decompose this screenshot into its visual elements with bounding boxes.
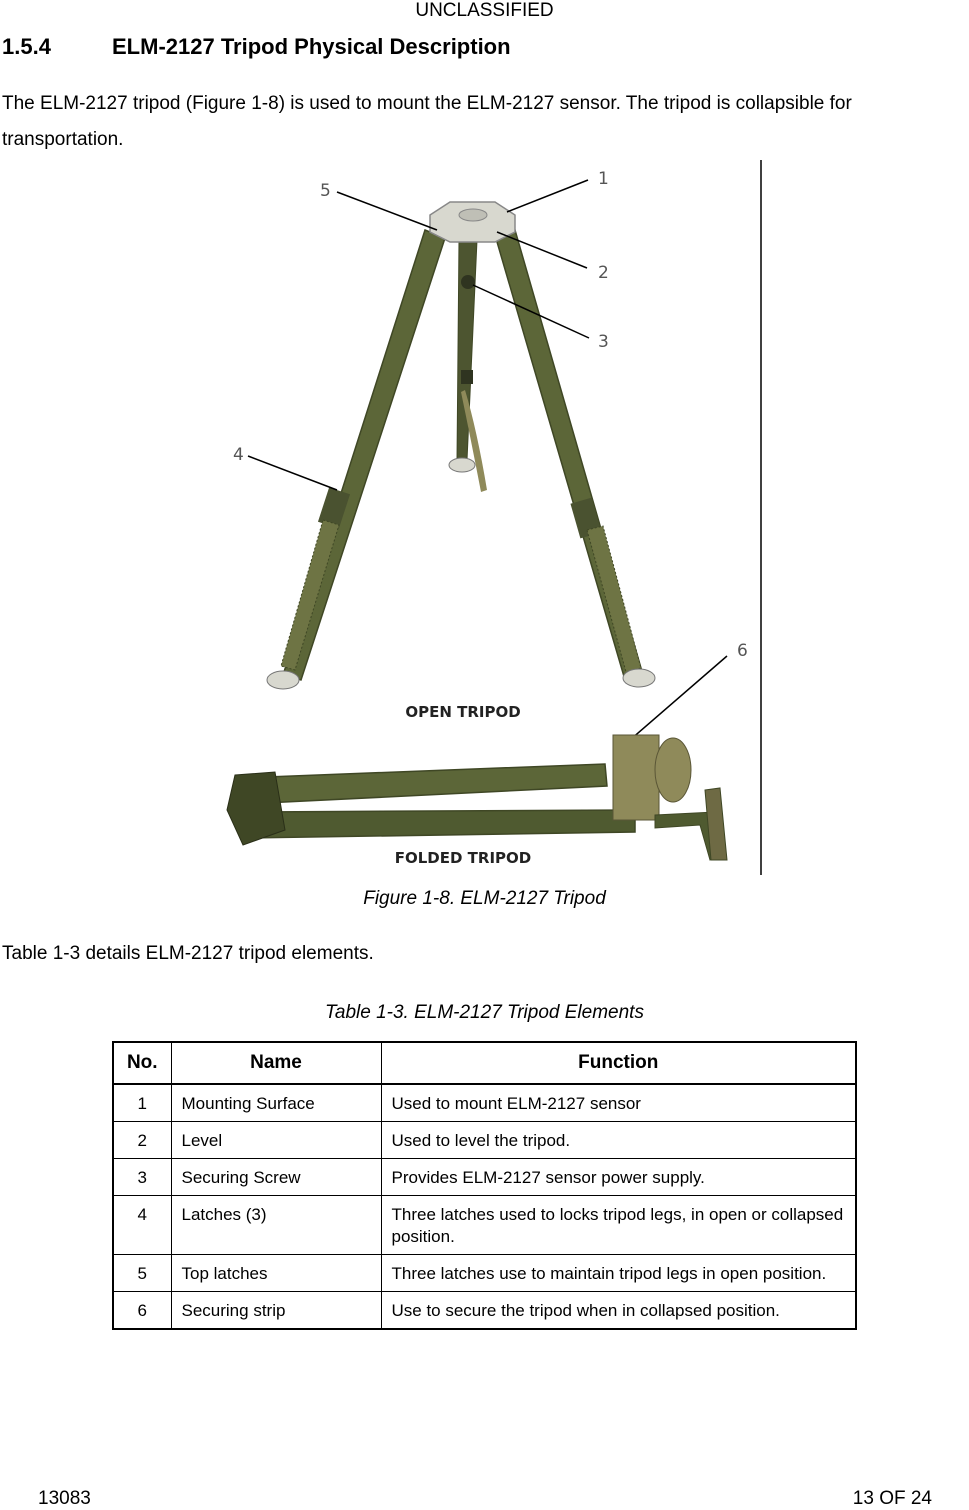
table-row (113, 1255, 856, 1292)
row-function: Used to level the tripod. (381, 1122, 856, 1159)
row-function: Three latches use to maintain tripod legs in open position. (381, 1255, 856, 1292)
open-tripod-drawing (267, 202, 655, 689)
table-row (113, 1159, 856, 1196)
callout-3: 3 (598, 332, 609, 352)
row-no: 2 (113, 1122, 171, 1159)
callout-line-4 (248, 456, 337, 490)
table-row (113, 1196, 856, 1255)
row-function: Use to secure the tripod when in collapsed position. (381, 1292, 856, 1330)
classification-header: UNCLASSIFIED (415, 0, 554, 21)
row-no: 1 (113, 1084, 171, 1122)
callout-6: 6 (737, 641, 748, 661)
row-function: Provides ELM-2127 sensor power supply. (381, 1159, 856, 1196)
table-caption: Table 1-3. ELM-2127 Tripod Elements (325, 1002, 644, 1023)
open-tripod-label: OPEN TRIPOD (405, 703, 521, 721)
row-name: Securing Screw (171, 1159, 381, 1196)
section-number: 1.5.4 (2, 34, 51, 59)
callout-4: 4 (233, 445, 244, 465)
row-function: Used to mount ELM-2127 sensor (381, 1084, 856, 1122)
callout-line-6 (630, 656, 727, 740)
figure-caption: Figure 1-8. ELM-2127 Tripod (363, 888, 606, 909)
section-title: ELM-2127 Tripod Physical Description (112, 34, 511, 59)
callout-line-5 (337, 192, 437, 230)
row-name: Mounting Surface (171, 1084, 381, 1122)
row-no: 5 (113, 1255, 171, 1292)
row-function: Three latches used to locks tripod legs, in open or collapsed position. (381, 1196, 856, 1255)
callout-1: 1 (598, 169, 609, 189)
row-name: Top latches (171, 1255, 381, 1292)
footer-page-number: 13 OF 24 (852, 1488, 932, 1509)
row-name: Securing strip (171, 1292, 381, 1330)
column-header-function: Function (381, 1042, 856, 1084)
folded-tripod-drawing (227, 735, 727, 860)
tripod-elements-table (112, 1041, 857, 1330)
table-header-row (113, 1042, 856, 1084)
row-no: 6 (113, 1292, 171, 1330)
column-header-no: No. (113, 1042, 171, 1084)
row-name: Level (171, 1122, 381, 1159)
row-no: 4 (113, 1196, 171, 1255)
callout-line-1 (507, 180, 588, 212)
tripod-figure (215, 160, 765, 875)
folded-tripod-label: FOLDED TRIPOD (394, 849, 532, 867)
table-row (113, 1292, 856, 1330)
column-header-name: Name (171, 1042, 381, 1084)
callout-2: 2 (598, 263, 609, 283)
callout-5: 5 (320, 181, 331, 201)
table-intro-paragraph: Table 1-3 details ELM-2127 tripod elements. (2, 943, 374, 964)
footer-doc-number: 13083 (38, 1488, 91, 1509)
row-name: Latches (3) (171, 1196, 381, 1255)
row-no: 3 (113, 1159, 171, 1196)
table-row (113, 1122, 856, 1159)
intro-paragraph: The ELM-2127 tripod (Figure 1-8) is used to mount the ELM-2127 sensor. The tripod is collapsible for transportation. (2, 93, 852, 150)
tripod-illustration (215, 160, 765, 875)
table-row (113, 1084, 856, 1122)
